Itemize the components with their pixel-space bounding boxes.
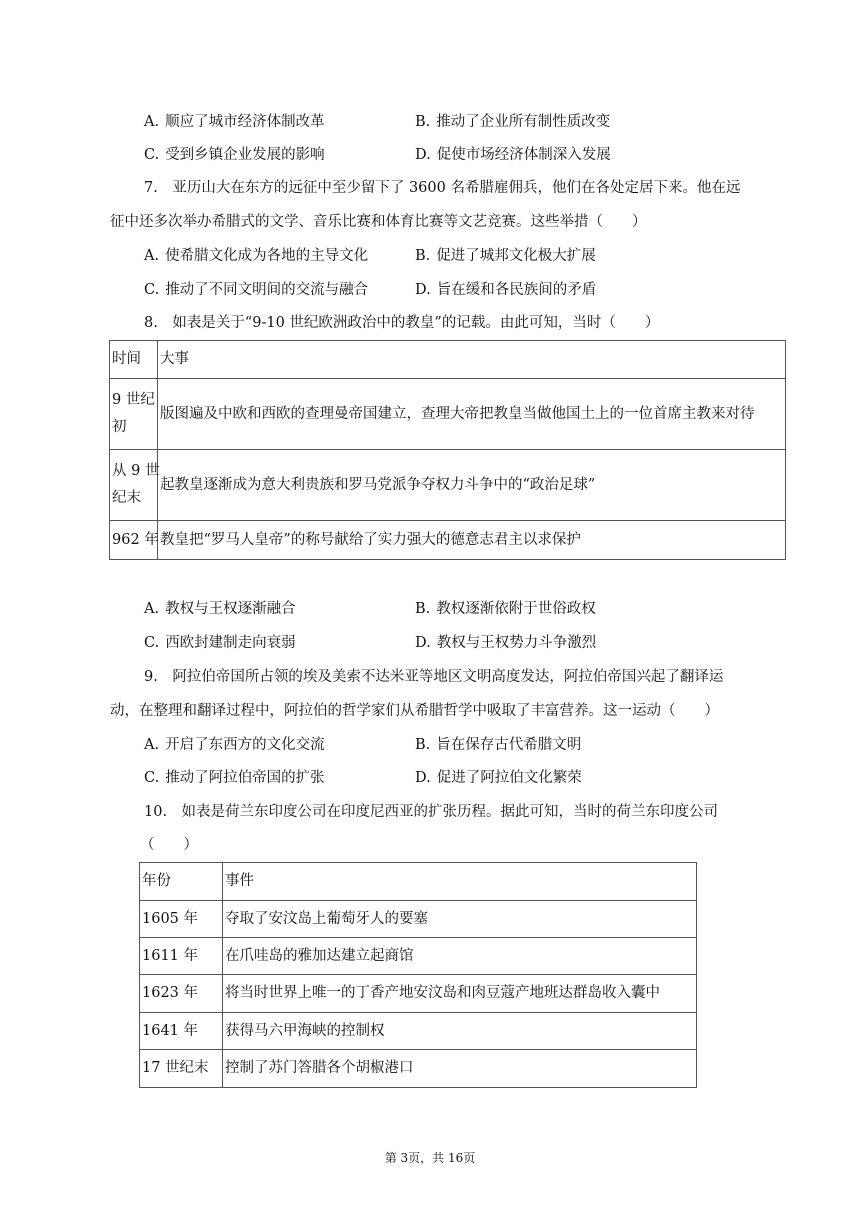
table-header-row	[110, 341, 786, 379]
q7-option-b: B. 促进了城邦文化极大扩展	[415, 248, 596, 264]
q7-option-c: C. 推动了不同文明间的交流与融合	[144, 282, 369, 298]
q9-option-d: D. 促进了阿拉伯文化繁荣	[415, 770, 582, 786]
time-cell: 9 世纪 初	[110, 379, 158, 450]
q9-stem-line1: 9. 阿拉伯帝国所占领的埃及美索不达米亚等地区文明高度发达，阿拉伯帝国兴起了翻译运	[144, 669, 724, 685]
q8-table	[109, 340, 786, 560]
q9-stem-line2: 动，在整理和翻译过程中，阿拉伯的哲学家们从希腊哲学中吸取了丰富营养。这一运动（ ）	[110, 703, 719, 719]
q8-option-c: C. 西欧封建制走向衰弱	[144, 635, 296, 651]
q6-option-c: C. 受到乡镇企业发展的影响	[144, 147, 325, 163]
table-header-cell: 事件	[223, 863, 697, 901]
page-footer: 第 3页，共 16页	[384, 1151, 476, 1165]
q8-option-b: B. 教权逐渐依附于世俗政权	[415, 601, 596, 617]
year-cell: 17 世纪末	[140, 1050, 223, 1088]
q8-option-a: A. 教权与王权逐渐融合	[144, 601, 296, 617]
q9-option-a: A. 开启了东西方的文化交流	[144, 737, 325, 753]
table-row	[140, 1050, 697, 1088]
event-cell: 版图遍及中欧和西欧的查理曼帝国建立，查理大帝把教皇当做他国土上的一位首席主教来对待	[158, 379, 786, 450]
year-cell: 1611 年	[140, 938, 223, 975]
event-cell: 教皇把“罗马人皇帝”的称号献给了实力强大的德意志君主以求保护	[158, 521, 786, 560]
table-row	[140, 975, 697, 1013]
event-cell: 在爪哇岛的雅加达建立起商馆	[223, 938, 697, 975]
q6-option-b: B. 推动了企业所有制性质改变	[415, 114, 611, 130]
q6-option-a: A. 顺应了城市经济体制改革	[144, 114, 325, 130]
event-cell: 夺取了安汶岛上葡萄牙人的要塞	[223, 901, 697, 938]
event-cell: 起教皇逐渐成为意大利贵族和罗马党派争夺权力斗争中的“政治足球”	[158, 450, 786, 521]
table-row	[140, 901, 697, 938]
time-cell: 962 年	[110, 521, 158, 560]
q8-option-d: D. 教权与王权势力斗争激烈	[415, 635, 597, 651]
q7-option-a: A. 使希腊文化成为各地的主导文化	[144, 248, 369, 264]
table-header-cell: 时间	[110, 341, 158, 379]
table-header-row	[140, 863, 697, 901]
table-row	[110, 450, 786, 521]
table-row	[140, 938, 697, 975]
q7-option-d: D. 旨在缓和各民族间的矛盾	[415, 282, 597, 298]
table-row	[110, 379, 786, 450]
year-cell: 1641 年	[140, 1013, 223, 1050]
table-header-cell: 年份	[140, 863, 223, 901]
q7-stem-line2: 征中还多次举办希腊式的文学、音乐比赛和体育比赛等文艺竞赛。这些举措（ ）	[110, 214, 647, 230]
q9-option-c: C. 推动了阿拉伯帝国的扩张	[144, 770, 325, 786]
q7-stem-line1: 7. 亚历山大在东方的远征中至少留下了 3600 名希腊雇佣兵，他们在各处定居下来。他在远	[144, 180, 741, 196]
year-cell: 1623 年	[140, 975, 223, 1013]
table-header-cell: 大事	[158, 341, 786, 379]
table-row	[110, 521, 786, 560]
event-cell: 控制了苏门答腊各个胡椒港口	[223, 1050, 697, 1088]
q9-option-b: B. 旨在保存古代希腊文明	[415, 737, 582, 753]
q6-option-d: D. 促使市场经济体制深入发展	[415, 147, 611, 163]
q10-stem-line1: 10. 如表是荷兰东印度公司在印度尼西亚的扩张历程。据此可知，当时的荷兰东印度公司	[144, 804, 719, 820]
q8-stem: 8. 如表是关于“9-10 世纪欧洲政治中的教皇”的记载。由此可知，当时（ ）	[144, 315, 660, 331]
year-cell: 1605 年	[140, 901, 223, 938]
q10-table	[139, 862, 697, 1088]
event-cell: 将当时世界上唯一的丁香产地安汶岛和肉豆蔻产地班达群岛收入囊中	[223, 975, 697, 1013]
table-row	[140, 1013, 697, 1050]
event-cell: 获得马六甲海峡的控制权	[223, 1013, 697, 1050]
time-cell: 从 9 世 纪末	[110, 450, 158, 521]
q10-stem-line2: （ ）	[140, 837, 198, 853]
